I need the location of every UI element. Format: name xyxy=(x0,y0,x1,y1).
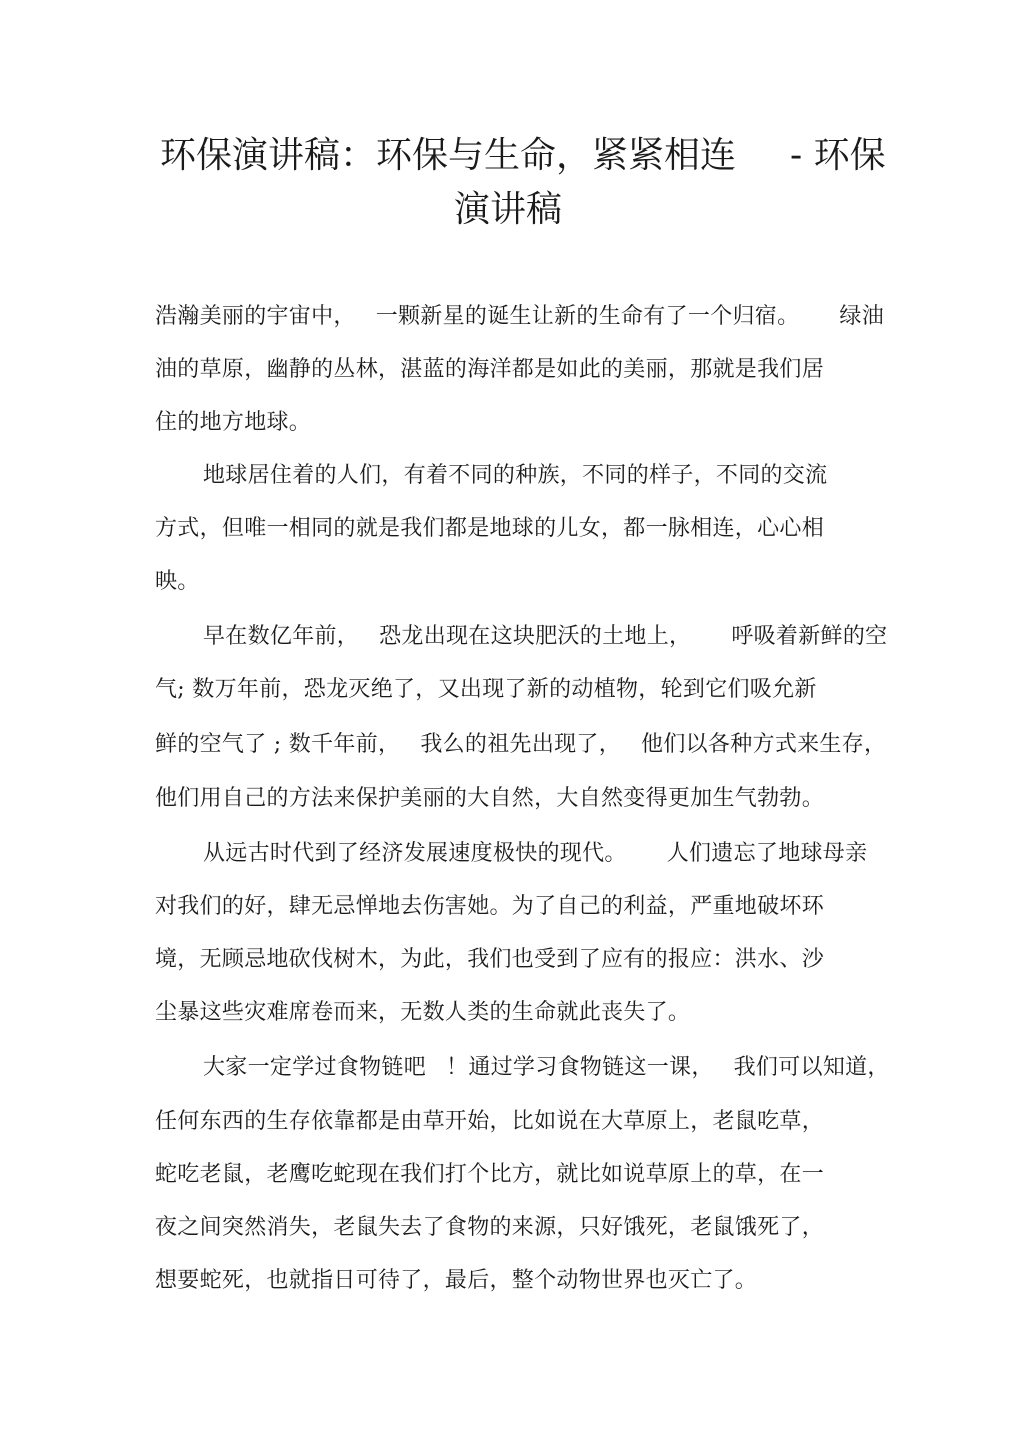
paragraph-5-line-5: 想要蛇死，也就指日可待了，最后，整个动物世界也灭亡了。 xyxy=(155,1268,758,1293)
document-title-line-2: 演讲稿 xyxy=(454,189,563,230)
text-segment: 我么的祖先出现了， xyxy=(420,732,622,757)
paragraph-4-line-4: 尘暴这些灾难席卷而来，无数人类的生命就此丧失了。 xyxy=(155,1000,691,1025)
paragraph-1-line-2: 油的草原，幽静的丛林，湛蓝的海洋都是如此的美丽，那就是我们居 xyxy=(155,357,825,382)
text-segment: 早在数亿年前， xyxy=(203,624,360,649)
paragraph-5-line-2: 任何东西的生存依靠都是由草开始，比如说在大草原上，老鼠吃草， xyxy=(155,1109,825,1134)
paragraph-3-line-2: 气; 数万年前，恐龙灭绝了，又出现了新的动植物，轮到它们吸允新 xyxy=(155,677,817,702)
paragraph-2-line-2: 方式，但唯一相同的就是我们都是地球的儿女，都一脉相连，心心相 xyxy=(155,516,825,541)
paragraph-5-line-4: 夜之间突然消失，老鼠失去了食物的来源，只好饿死，老鼠饿死了， xyxy=(155,1215,825,1240)
paragraph-2-line-1: 地球居住着的人们，有着不同的种族，不同的样子，不同的交流 xyxy=(203,463,828,488)
title-main-text: 环保演讲稿：环保与生命，紧紧相连 xyxy=(160,135,737,176)
text-segment: 浩瀚美丽的宇宙中， xyxy=(155,304,356,329)
text-segment: ！通过学习食物链这一课， xyxy=(446,1055,714,1080)
paragraph-5-line-3: 蛇吃老鼠，老鹰吃蛇现在我们打个比方，就比如说草原上的草，在一 xyxy=(155,1162,825,1187)
title-suffix-text: - 环保 xyxy=(790,135,886,176)
text-segment: 呼吸着新鲜的空 xyxy=(731,624,888,649)
paragraph-2-line-3: 映。 xyxy=(155,569,200,594)
paragraph-1-line-3: 住的地方地球。 xyxy=(155,410,312,435)
text-segment: 从远古时代到了经济发展速度极快的现代。 xyxy=(203,841,627,866)
text-segment: 他们以各种方式来生存， xyxy=(641,732,887,757)
paragraph-3-line-1 xyxy=(203,622,887,652)
paragraph-4-line-2: 对我们的好，肆无忌惮地去伤害她。为了自己的利益，严重地破坏环 xyxy=(155,894,825,919)
text-segment: 人们遗忘了地球母亲 xyxy=(666,841,868,866)
paragraph-4-line-3: 境，无顾忌地砍伐树木，为此，我们也受到了应有的报应：洪水、沙 xyxy=(155,947,825,972)
paragraph-3-line-3 xyxy=(155,730,886,760)
text-segment: 鲜的空气了 ; 数千年前， xyxy=(155,732,401,757)
paragraph-5-line-1 xyxy=(203,1053,890,1083)
paragraph-3-line-4: 他们用自己的方法来保护美丽的大自然，大自然变得更加生气勃勃。 xyxy=(155,786,825,811)
text-segment: 绿油 xyxy=(839,304,885,329)
paragraph-4-line-1 xyxy=(203,839,867,869)
text-segment: 大家一定学过食物链吧 xyxy=(203,1055,427,1080)
text-segment: 一颗新星的诞生让新的生命有了一个归宿。 xyxy=(375,304,800,329)
text-segment: 我们可以知道， xyxy=(733,1055,890,1080)
document-title-line-1 xyxy=(160,130,886,182)
paragraph-1-line-1 xyxy=(155,302,884,332)
text-segment: 恐龙出现在这块肥沃的土地上， xyxy=(379,624,692,649)
